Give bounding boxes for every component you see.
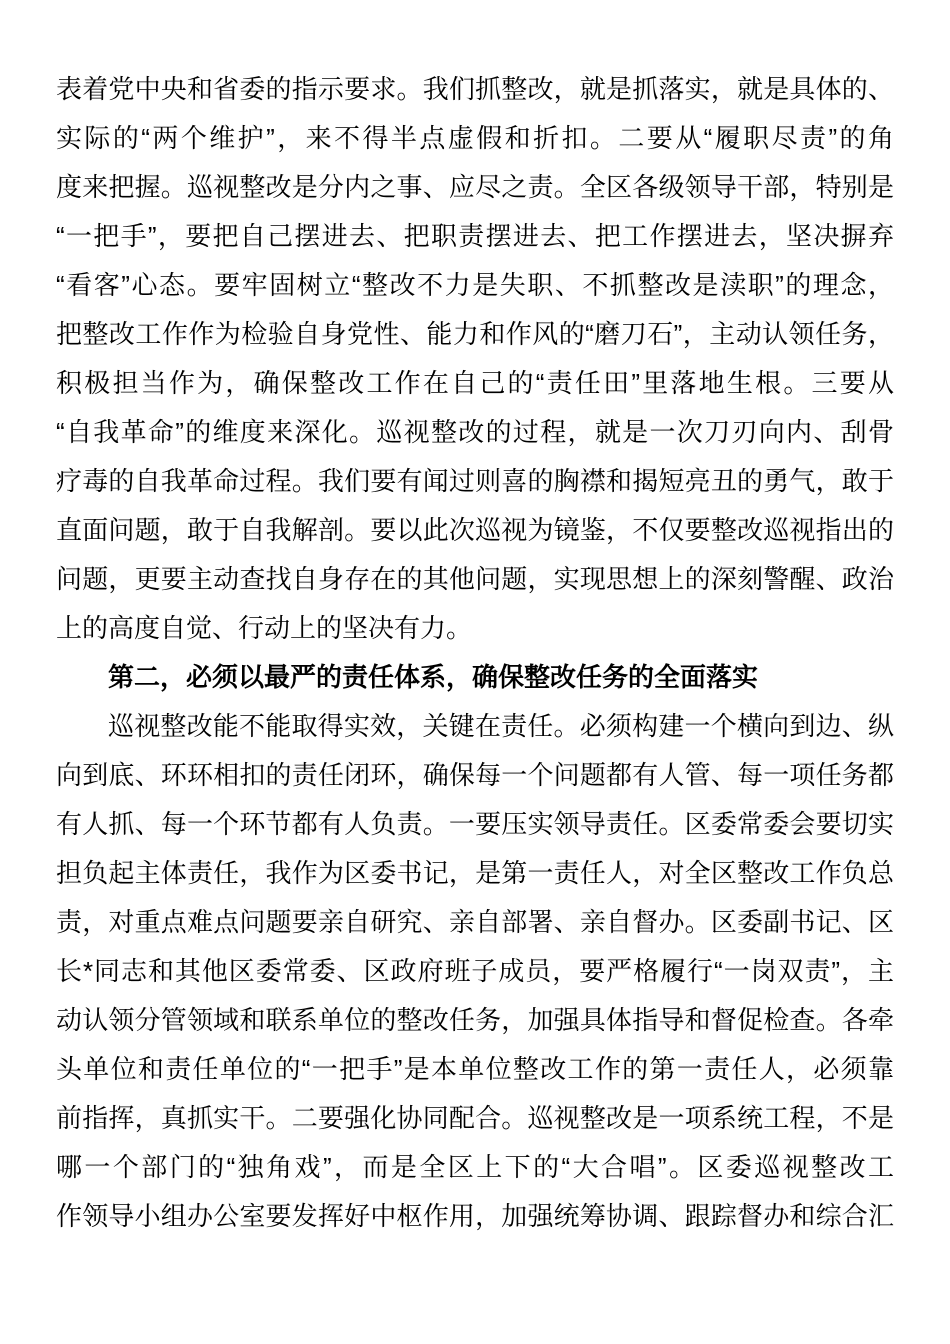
text-line: 头单位和责任单位的“一把手”是本单位整改工作的第一责任人，必须靠	[56, 1054, 894, 1084]
text-line: 把整改工作作为检验自身党性、能力和作风的“磨刀石”，主动认领任务，	[56, 319, 894, 349]
paragraph-2	[56, 702, 894, 1241]
text-line: 积极担当作为，确保整改工作在自己的“责任田”里落地生根。三要从	[56, 368, 894, 398]
text-line: 作领导小组办公室要发挥好中枢作用，加强统筹协调、跟踪督办和综合汇	[56, 1201, 894, 1231]
text-line: 度来把握。巡视整改是分内之事、应尽之责。全区各级领导干部，特别是	[56, 172, 894, 202]
text-line: 有人抓、每一个环节都有人负责。一要压实领导责任。区委常委会要切实	[56, 809, 894, 839]
text-line: “一把手”，要把自己摆进去、把职责摆进去、把工作摆进去，坚决摒弃	[56, 221, 894, 251]
text-line: 责，对重点难点问题要亲自研究、亲自部署、亲自督办。区委副书记、区	[56, 907, 894, 937]
text-line: “自我革命”的维度来深化。巡视整改的过程，就是一次刀刃向内、刮骨	[56, 417, 894, 447]
text-line: 动认领分管领域和联系单位的整改任务，加强具体指导和督促检查。各牵	[56, 1005, 894, 1035]
text-line: 哪一个部门的“独角戏”，而是全区上下的“大合唱”。区委巡视整改工	[56, 1152, 894, 1182]
text-line: 向到底、环环相扣的责任闭环，确保每一个问题都有人管、每一项任务都	[56, 760, 894, 790]
text-line: 实际的“两个维护”，来不得半点虚假和折扣。二要从“履职尽责”的角	[56, 123, 894, 153]
text-line: 担负起主体责任，我作为区委书记，是第一责任人，对全区整改工作负总	[56, 858, 894, 888]
text-line: 巡视整改能不能取得实效，关键在责任。必须构建一个横向到边、纵	[108, 711, 894, 741]
text-line: “看客”心态。要牢固树立“整改不力是失职、不抓整改是渎职”的理念，	[56, 270, 894, 300]
section-heading-2	[56, 653, 894, 702]
text-line: 疗毒的自我革命过程。我们要有闻过则喜的胸襟和揭短亮丑的勇气，敢于	[56, 466, 894, 496]
paragraph-continuation	[56, 65, 894, 653]
text-line: 长*同志和其他区委常委、区政府班子成员，要严格履行“一岗双责”，主	[56, 956, 894, 986]
text-line: 表着党中央和省委的指示要求。我们抓整改，就是抓落实，就是具体的、	[56, 74, 894, 104]
heading-line: 第二，必须以最严的责任体系，确保整改任务的全面落实	[108, 662, 759, 692]
text-line: 上的高度自觉、行动上的坚决有力。	[56, 613, 473, 643]
text-line: 前指挥，真抓实干。二要强化协同配合。巡视整改是一项系统工程，不是	[56, 1103, 894, 1133]
text-line: 问题，更要主动查找自身存在的其他问题，实现思想上的深刻警醒、政治	[56, 564, 894, 594]
text-line: 直面问题，敢于自我解剖。要以此次巡视为镜鉴，不仅要整改巡视指出的	[56, 515, 894, 545]
